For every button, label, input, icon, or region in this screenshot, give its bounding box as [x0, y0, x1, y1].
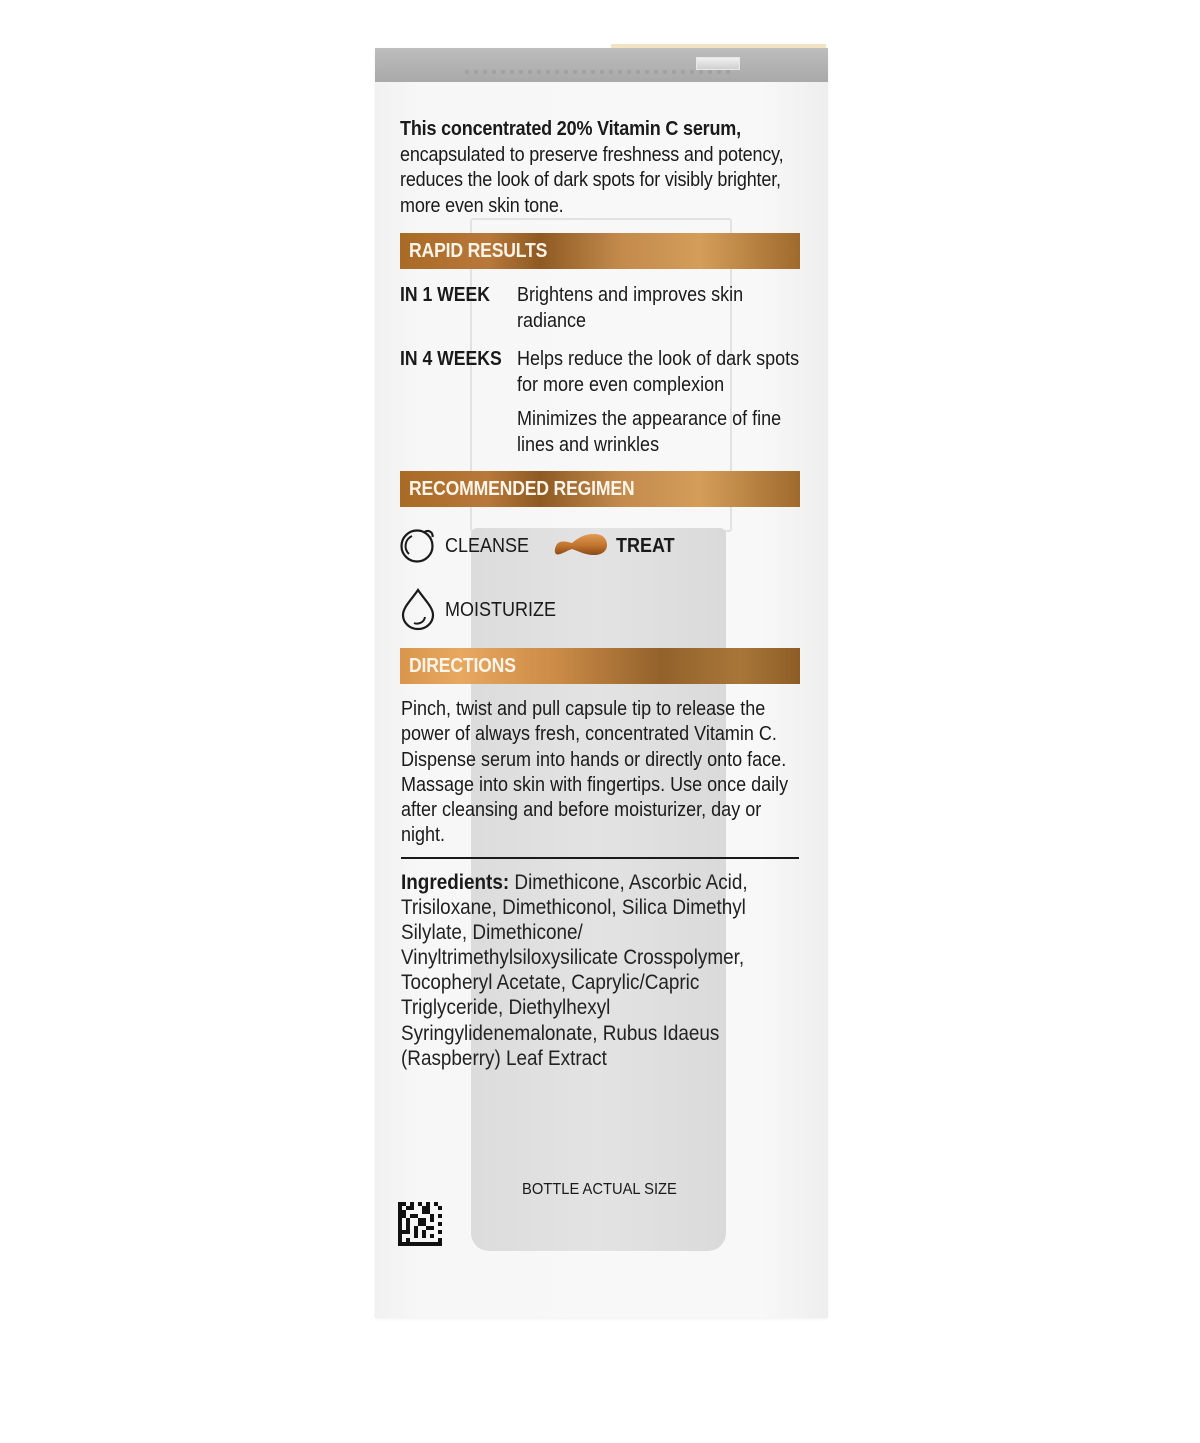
ingredients-text: Dimethicone, Ascorbic Acid, Trisiloxane, Dimethiconol, Silica Dimethyl Silylate, Dimethicone/ Vinyltrimethylsiloxysilicate Crosspolymer, Tocopheryl Acetate, Caprylic/Capric Triglyceride, Diethylhexyl Syringylidenemalonate, Rubus Idaeus (Raspberry) Leaf Extract: [401, 871, 748, 1070]
regimen-step-cleanse: CLEANSE: [445, 535, 530, 557]
section-header-directions: [400, 648, 800, 684]
product-description: [400, 117, 796, 219]
box-top-gold-edge: [611, 44, 826, 48]
divider: [401, 857, 799, 859]
water-drop-icon: [400, 587, 436, 631]
product-description-bold: This concentrated 20% Vitamin C serum,: [400, 118, 741, 140]
section-header-recommended-regimen: [400, 471, 800, 507]
section-title: RAPID RESULTS: [409, 240, 548, 262]
ingredients-list: [401, 870, 797, 1071]
regimen-step-moisturize: MOISTURIZE: [445, 599, 557, 621]
datamatrix-barcode-icon: [398, 1202, 442, 1246]
capsule-icon: [554, 532, 608, 560]
section-header-rapid-results: [400, 233, 800, 269]
product-description-text: encapsulated to preserve freshness and potency, reduces the look of dark spots for visibly brighter, more even skin tone.: [400, 143, 784, 217]
result-timeframe: IN 4 WEEKS: [400, 348, 502, 370]
box-top-label: [696, 57, 740, 70]
result-timeframe: IN 1 WEEK: [400, 284, 490, 306]
result-description: Minimizes the appearance of fine lines and wrinkles: [517, 408, 782, 456]
section-title: RECOMMENDED REGIMEN: [409, 478, 635, 500]
bottle-actual-size-caption: BOTTLE ACTUAL SIZE: [522, 1181, 677, 1198]
regimen-step-treat: TREAT: [616, 535, 675, 557]
box-top-faint-text: [465, 70, 735, 74]
result-description: Brightens and improves skin radiance: [517, 284, 744, 332]
soap-bubble-icon: [400, 524, 436, 564]
directions-text: Pinch, twist and pull capsule tip to release the power of always fresh, concentrated Vitamin C. Dispense serum into hands or directly onto face. Massage into skin with fingertips. Use once daily after cleansing and before moisturizer, day or night.: [401, 698, 789, 847]
section-title: DIRECTIONS: [409, 655, 516, 677]
result-description: Helps reduce the look of dark spots for more even complexion: [517, 348, 800, 396]
ingredients-label: Ingredients:: [401, 871, 510, 894]
box-top-flap: [375, 48, 828, 82]
